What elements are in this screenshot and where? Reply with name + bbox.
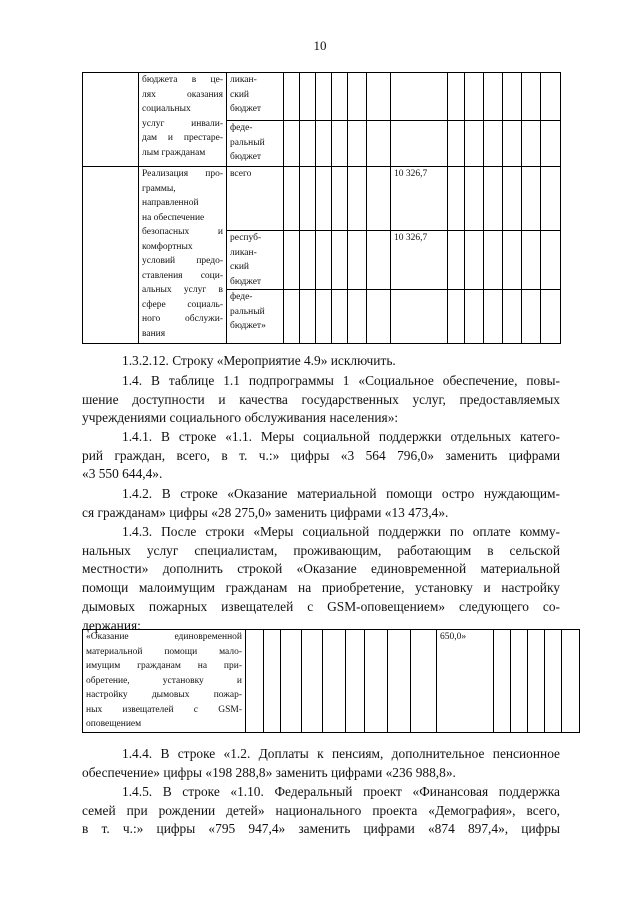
cell-line: сфере социаль-	[142, 299, 223, 310]
cell-line: настройку дымовых пожар-	[86, 690, 242, 700]
funding-source-cell	[227, 167, 284, 231]
cell-line: имущим гражданам на при-	[86, 661, 242, 671]
cell-line: феде-	[230, 292, 253, 302]
budget-table-continuation	[82, 72, 561, 344]
cell-line: ного обслужи-	[142, 314, 223, 324]
cell-line: граммы,	[142, 183, 176, 194]
cell-line: бюджет»	[230, 321, 266, 331]
cell-line: социальных	[142, 104, 191, 114]
cell-line: услуг инвали-	[142, 118, 223, 129]
cell-line: условий предо-	[142, 256, 223, 266]
cell-line: Реализация про-	[142, 169, 223, 179]
text-line: нальных услуг специалистам, проживающим, работающим в сельской	[82, 542, 560, 558]
cell-line: ликан-	[230, 75, 257, 85]
text-line: в т. ч.:» цифры «795 947,4» заменить цифрами «874 897,4», цифры	[82, 821, 560, 837]
cell-line: материальной помощи мало-	[86, 646, 242, 657]
text-line: семей при рождении детей» национального проекта «Демография», всего,	[82, 802, 560, 818]
cell-line: ральный	[230, 137, 265, 148]
paragraph-1-4-3	[82, 523, 560, 635]
cell-line: респуб-	[230, 233, 262, 243]
funding-source-cell	[227, 73, 284, 121]
cell-line: лях оказания	[142, 89, 223, 100]
text-line: 1.4.4. В строке «1.2. Доплаты к пенсиям, дополнительное пенсионное	[122, 746, 560, 761]
funding-source-cell	[227, 231, 284, 290]
cell-line: комфортных	[142, 241, 193, 252]
cell-line: ральный	[230, 306, 265, 317]
text-line: помощи малоимущим гражданам на приобретение, установку и настройку	[82, 580, 560, 596]
measure-name-cell	[139, 167, 227, 344]
text-line: 1.4.1. В строке «1.1. Меры социальной поддержки отдельных катего-	[122, 429, 560, 444]
funding-source-cell	[227, 121, 284, 167]
value-cell	[391, 290, 448, 344]
paragraph-1-4-2	[82, 485, 560, 522]
cell-line: ский	[230, 89, 249, 100]
cell-line: «Оказание единовременной	[86, 632, 242, 642]
cell-line: безопасных и	[142, 227, 223, 237]
cell-line: бюджет	[230, 104, 262, 114]
cell-line: на обеспечение	[142, 212, 205, 223]
cell-line: ликан-	[230, 247, 257, 258]
cell-line: бюджет	[230, 152, 262, 162]
cell-line: лым гражданам	[142, 147, 206, 158]
cell-line: бюджет	[230, 276, 262, 287]
cell-line: обретение, установку и	[86, 675, 242, 686]
text-line: 1.4.2. В строке «Оказание материальной помощи остро нуждающим-	[122, 486, 560, 501]
paragraph-1-4-4	[82, 745, 560, 782]
cell-line: альных услуг в	[142, 285, 223, 295]
new-row-table	[82, 629, 580, 733]
value-cell	[391, 121, 448, 167]
text-line: шение доступности и качества государственных услуг, предоставляемых	[82, 391, 560, 407]
text-line: 1.3.2.12. Строку «Мероприятие 4.9» исключить.	[122, 353, 396, 368]
paragraph-1-3-2-12	[82, 352, 560, 371]
cell-line: вания	[142, 328, 166, 339]
text-line: 1.4.3. После строки «Меры социальной поддержки по оплате комму-	[122, 524, 560, 539]
funding-source-cell	[227, 290, 284, 344]
value-cell: 10 326,7	[391, 231, 448, 290]
text-line: учреждениями социального обслуживания населения»:	[82, 410, 399, 426]
text-line: 1.4. В таблице 1.1 подпрограммы 1 «Социальное обеспечение, повы-	[122, 373, 560, 388]
cell-line: ставления соци-	[142, 270, 223, 281]
text-line: 1.4.5. В строке «1.10. Федеральный проект «Финансовая поддержка	[122, 784, 560, 799]
page-number: 10	[313, 38, 327, 53]
paragraph-1-4-5	[82, 783, 560, 839]
text-line: дымовых пожарных извещателей с GSM-оповещением» следующего со-	[82, 598, 560, 614]
value-cell: 10 326,7	[391, 167, 448, 231]
table-cell	[83, 73, 139, 167]
text-line: рий граждан, всего, в т. ч.:» цифры «3 564 796,0» заменить цифрами	[82, 447, 560, 463]
text-line: ся гражданам» цифры «28 275,0» заменить цифрами «13 473,4».	[82, 504, 449, 520]
text-line: местности» дополнить строкой «Оказание единовременной материальной	[82, 561, 560, 577]
measure-name-cell	[139, 73, 227, 167]
cell-line: всего	[230, 169, 252, 179]
cell-line: ных извещателей с GSM-	[86, 704, 242, 715]
cell-line: направленной	[142, 198, 199, 208]
paragraph-1-4-1	[82, 428, 560, 484]
value-cell	[391, 73, 448, 121]
table-cell	[83, 167, 139, 344]
value-cell: 650,0»	[437, 630, 494, 733]
cell-line: дам и престаре-	[142, 133, 223, 143]
cell-line: феде-	[230, 123, 253, 133]
cell-line: ский	[230, 262, 249, 272]
text-line: обеспечение» цифры «198 288,8» заменить цифрами «236 988,8».	[82, 764, 456, 780]
row-name-cell	[83, 630, 246, 733]
cell-line: бюджета в це-	[142, 75, 223, 85]
paragraph-1-4	[82, 372, 560, 428]
text-line: держания:	[82, 617, 141, 633]
cell-line: оповещением	[86, 719, 142, 729]
text-line: «3 550 644,4».	[82, 466, 163, 482]
